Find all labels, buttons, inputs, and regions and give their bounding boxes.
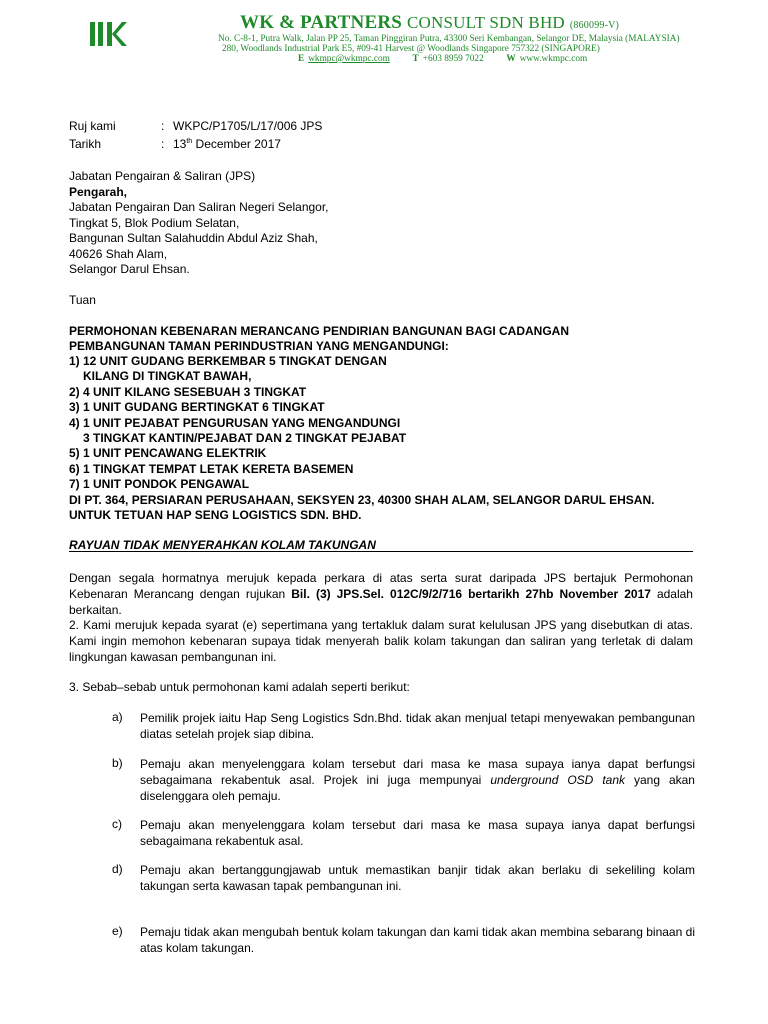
address-singapore: 280, Woodlands Industrial Park E5, #09-41 Harvest @ Woodlands Singapore 757322 (SINGAPORE) — [222, 44, 600, 54]
subject-line: 5) 1 UNIT PENCAWANG ELEKTRIK — [69, 446, 267, 460]
phone-number: +603 8959 7022 — [422, 54, 484, 64]
email-link[interactable]: wkmpc@wkmpc.com — [308, 54, 390, 64]
company-name: WK & PARTNERS CONSULT SDN BHD (860099-V) — [240, 12, 620, 33]
company-logo — [88, 16, 128, 48]
subject-line: 7) 1 UNIT PONDOK PENGAWAL — [69, 477, 250, 491]
subject-line: 6) 1 TINGKAT TEMPAT LETAK KERETA BASEMEN — [69, 462, 354, 476]
contact-line: E wkmpc@wkmpc.com T +603 8959 7022 W www.wkmpc.com — [298, 54, 588, 64]
subject-line: KILANG DI TINGKAT BAWAH, — [83, 369, 252, 383]
subject-line: 3 TINGKAT KANTIN/PEJABAT DAN 2 TINGKAT PEJABAT — [83, 431, 407, 445]
recipient-org: Jabatan Pengairan & Saliran (JPS) — [69, 169, 256, 183]
heading-rule — [69, 551, 693, 552]
website-link[interactable]: www.wkmpc.com — [519, 54, 588, 64]
date-line: Tarikh : 13th December 2017 — [69, 137, 281, 151]
subject-line: PERMOHONAN KEBENARAN MERANCANG PENDIRIAN BANGUNAN BAGI CADANGAN — [69, 324, 570, 338]
reference-line: Ruj kami : WKPC/P1705/L/17/006 JPS — [69, 119, 323, 133]
subject-line: DI PT. 364, PERSIARAN PERUSAHAAN, SEKSYEN 23, 40300 SHAH ALAM, SELANGOR DARUL EHSAN. — [69, 493, 655, 507]
section-heading: RAYUAN TIDAK MENYERAHKAN KOLAM TAKUNGAN — [69, 538, 376, 552]
paragraph-1: Dengan segala hormatnya merujuk kepada perkara di atas serta surat daripada JPS bertajuk Permohonan Kebenaran Merancang dengan rujukan Bil. (3) JPS.Sel. 012C/9/2/716 bertarikh 27hb November 2017 adalah berkaitan. — [69, 571, 693, 617]
subject-line: UNTUK TETUAN HAP SENG LOGISTICS SDN. BHD. — [69, 508, 362, 522]
subject-line: 2) 4 UNIT KILANG SESEBUAH 3 TINGKAT — [69, 385, 307, 399]
paragraph-3: 3. Sebab–sebab untuk permohonan kami adalah seperti berikut: — [69, 680, 410, 694]
recipient-address-line: 40626 Shah Alam, — [69, 247, 168, 261]
subject-line: PEMBANGUNAN TAMAN PERINDUSTRIAN YANG MENGANDUNGI: — [69, 339, 449, 353]
recipient-address-line: Jabatan Pengairan Dan Saliran Negeri Selangor, — [69, 200, 329, 214]
paragraph-2: 2. Kami merujuk kepada syarat (e) sepertimana yang tertakluk dalam surat kelulusan JPS yang disebutkan di atas. Kami ingin memohon kebenaran supaya tidak menyerah balik kolam takungan dan saliran yang terletak di dalam lingkungan kawasan pembangunan ini. — [69, 618, 693, 664]
recipient-title: Pengarah, — [69, 185, 128, 199]
subject-line: 1) 12 UNIT GUDANG BERKEMBAR 5 TINGKAT DENGAN — [69, 354, 387, 368]
recipient-address-line: Bangunan Sultan Salahuddin Abdul Aziz Shah, — [69, 231, 318, 245]
address-malaysia: No. C-8-1, Putra Walk, Jalan PP 25, Taman Pinggiran Putra, 43300 Seri Kembangan, Selangor DE, Malaysia (MALAYSIA) — [218, 34, 680, 44]
recipient-address-line: Tingkat 5, Blok Podium Selatan, — [69, 216, 240, 230]
salutation: Tuan — [69, 293, 96, 307]
subject-line: 3) 1 UNIT GUDANG BERTINGKAT 6 TINGKAT — [69, 400, 325, 414]
subject-line: 4) 1 UNIT PEJABAT PENGURUSAN YANG MENGANDUNGI — [69, 416, 401, 430]
recipient-address-line: Selangor Darul Ehsan. — [69, 262, 190, 276]
